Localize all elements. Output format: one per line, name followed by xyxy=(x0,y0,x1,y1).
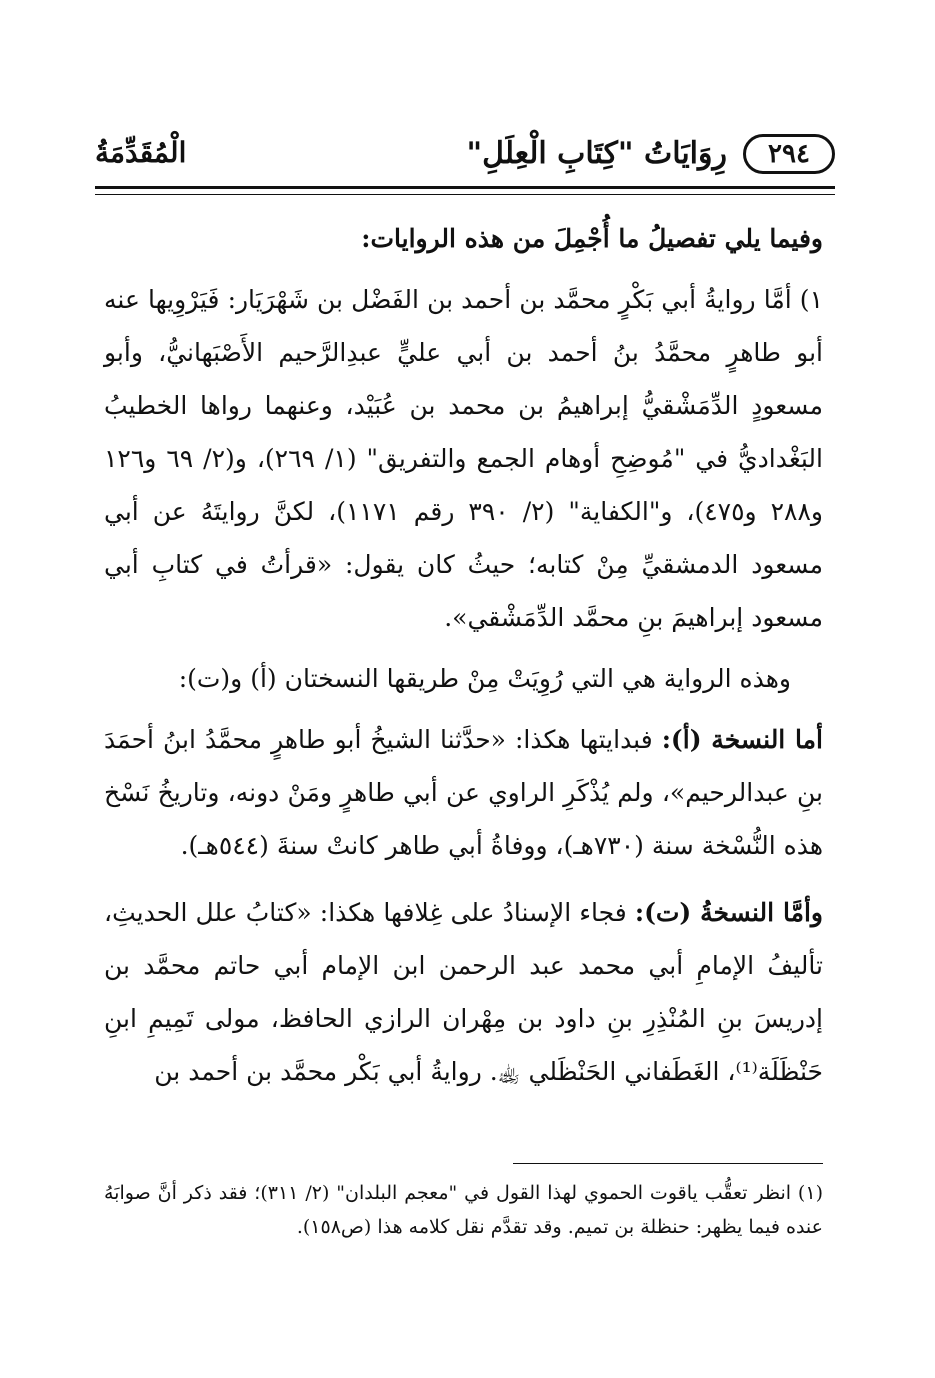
footnote-1: (١) انظر تعقُّب ياقوت الحموي لهذا القول في "معجم البلدان" (٢/ ٣١١)؛ فقد ذكر أنَّ صوابَهُ عنده فيما يظهر: حنظلة بن تميم. وقد تقدَّم نقل كلامه هذا (ص١٥٨). xyxy=(104,1182,823,1238)
intro-paragraph: وفيما يلي تفصيلُ ما أُجْمِلَ من هذه الروايات: xyxy=(361,224,823,253)
running-title: رِوَايَاتُ "كِتَابِ الْعِلَلِ" xyxy=(466,136,727,171)
page-number: ٢٩٤ xyxy=(768,139,810,169)
header-rule-thick xyxy=(95,186,835,189)
page-number-badge xyxy=(743,134,835,174)
paragraph-1: ١) أمَّا روايةُ أبي بَكْرٍ محمَّد بن أحمد بن الفَضْل بن شَهْرَيَار: فَيَرْوِيها عنه أبو طاهرٍ محمَّدُ بنُ أحمد بن أبي عليٍّ عبدِالرَّحيم الأَصْبَهانيُّ، وأبو مسعودٍ الدِّمَشْقيُّ إبراهيمُ بن محمد بن عُبَيْد، وعنهما رواها الخطيبُ البَغْداديُّ في "مُوضِحِ أوهام الجمع والتفريق" (١/ ٢٦٩)، و(٢/ ٦٩ و١٢٦ و٢٨٨ و٤٧٥)، و"الكفاية" (٢/ ٣٩٠ رقم ١١٧١)، لكنَّ روايتَهُ عن أبي مسعود الدمشقيِّ مِنْ كتابه؛ حيثُ كان يقول: «قرأتُ في كتابِ أبي مسعود إبراهيمَ بنِ محمَّد الدِّمَشْقي». xyxy=(104,285,823,632)
paragraph-2: وهذه الرواية هي التي رُوِيَتْ مِنْ طريقها النسختان (أ) و(ت): xyxy=(178,664,791,693)
paragraph-4 xyxy=(104,886,823,1098)
paragraph-4-text: فجاء الإسنادُ على غِلافها هكذا: «كتابُ علل الحديثِ، تأليفُ الإمامِ أبي محمد عبد الرحمن ابن الإمام أبي حاتم محمَّد بن إدريسَ بنِ المُنْذِرِ بنِ داود بن مِهْران الرازي الحافظ، مولى تَمِيمِ ابنِ حَنْظَلَة⁽¹⁾، الغَطَفاني الحَنْظَلي ﵀. روايةُ أبي بَكْر محمَّد بن أحمد بن xyxy=(104,898,823,1086)
main-text xyxy=(104,212,823,1098)
footnote-separator xyxy=(513,1163,823,1164)
page-header xyxy=(95,128,835,188)
paragraph-4-lead: وأمَّا النسخةُ (ت): xyxy=(634,898,823,927)
header-rule-thin xyxy=(95,194,835,195)
footnotes xyxy=(104,1176,823,1244)
section-title: الْمُقَدِّمَةُ xyxy=(95,136,187,169)
paragraph-3-text: فبدايتها هكذا: «حدَّثنا الشيخُ أبو طاهرٍ محمَّدُ ابنُ أحمَدَ بنِ عبدالرحيم»، ولم يُذْكَرِ الراوي عن أبي طاهرٍ ومَنْ دونه، وتاريخُ نَسْخ هذه النُّسْخة سنة (٧٣٠هـ)، ووفاةُ أبي طاهر كانتْ سنةَ (٥٤٤هـ). xyxy=(104,725,823,860)
paragraph-3 xyxy=(104,713,823,872)
paragraph-3-lead: أما النسخة (أ): xyxy=(661,725,823,754)
